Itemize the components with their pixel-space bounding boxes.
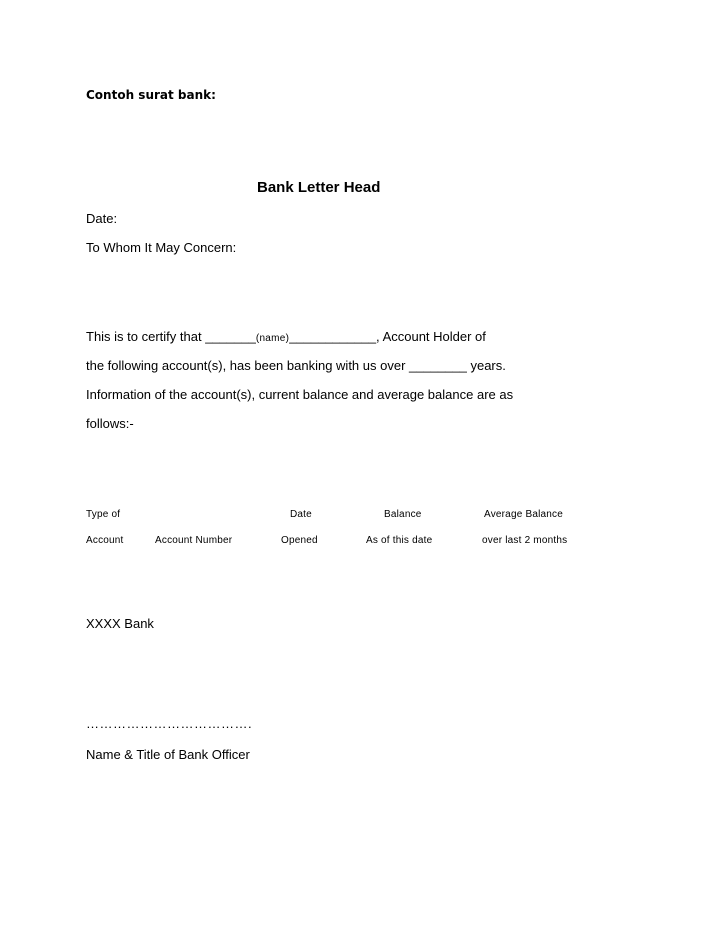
header-as-of-this-date: As of this date [366, 535, 433, 546]
signature-line: ………………………………. [86, 716, 253, 731]
intro-label: Contoh surat bank: [86, 88, 216, 102]
certify-line [86, 329, 486, 344]
banking-line: the following account(s), has been banking with us over ________ years. [86, 358, 506, 373]
header-balance: Balance [384, 509, 422, 520]
salutation: To Whom It May Concern: [86, 240, 237, 255]
header-over-last-2-months: over last 2 months [482, 535, 568, 546]
bank-name: XXXX Bank [86, 616, 154, 631]
follows-line: follows:- [86, 416, 134, 431]
header-date: Date [290, 509, 312, 520]
signature-label: Name & Title of Bank Officer [86, 747, 250, 762]
certify-prefix: This is to certify that _______ [86, 329, 256, 344]
certify-suffix: ____________, Account Holder of [289, 329, 486, 344]
letterhead-title: Bank Letter Head [257, 179, 381, 196]
info-line: Information of the account(s), current balance and average balance are as [86, 387, 514, 402]
header-average-balance: Average Balance [484, 509, 563, 520]
header-account: Account [86, 535, 124, 546]
header-account-number: Account Number [155, 535, 233, 546]
name-hint: (name) [255, 333, 290, 344]
date-label: Date: [86, 211, 118, 226]
header-opened: Opened [281, 535, 318, 546]
header-type-of: Type of [86, 509, 121, 520]
